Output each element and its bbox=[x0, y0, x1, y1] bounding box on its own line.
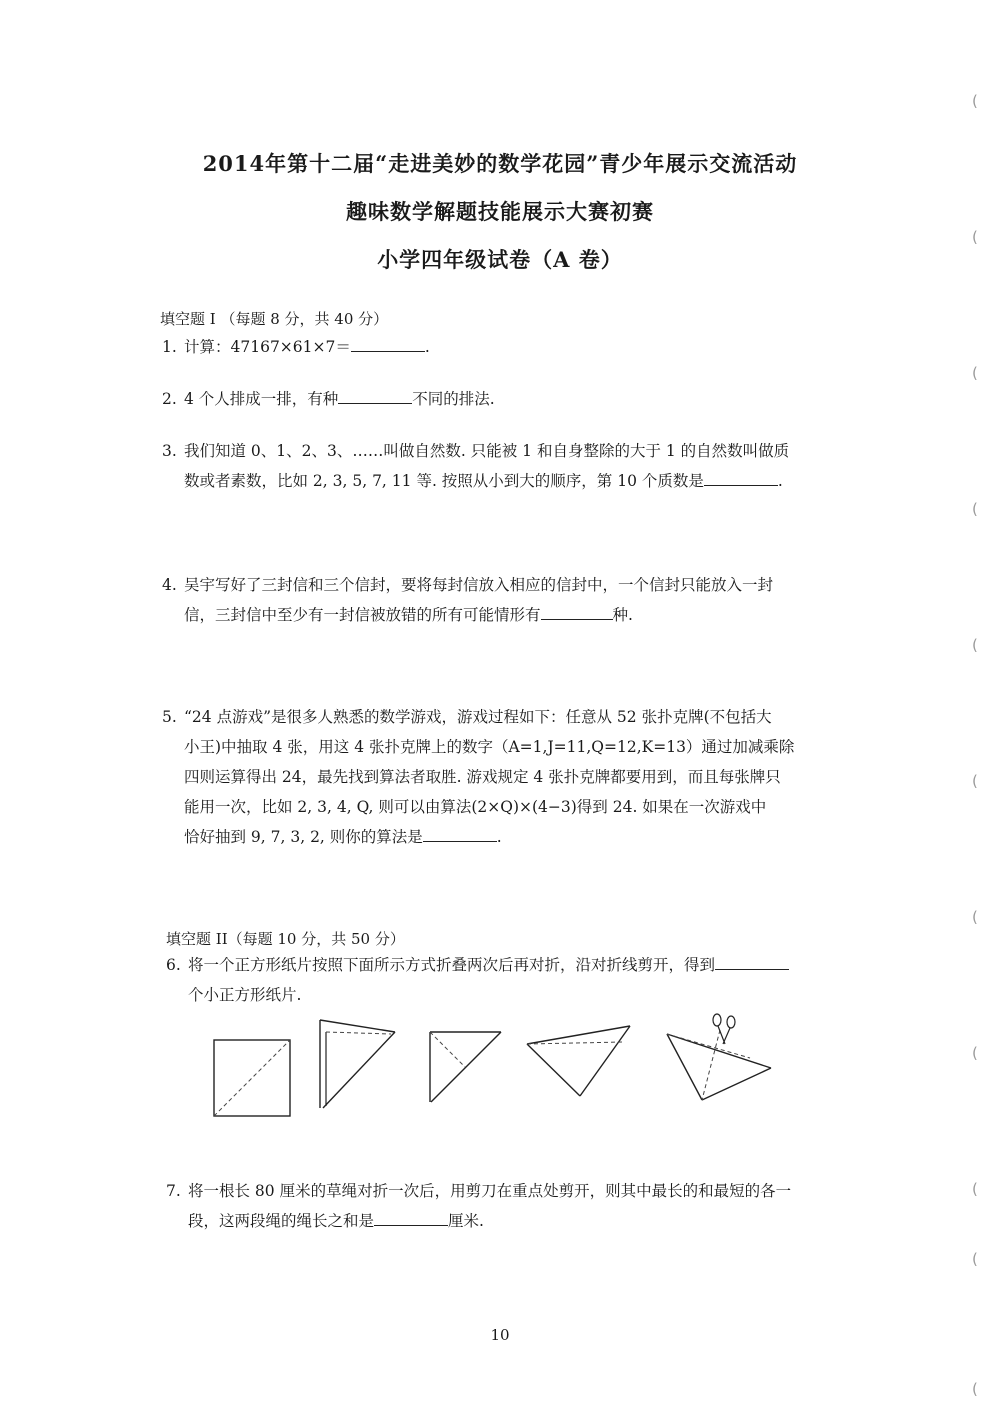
binder-mark: ( bbox=[972, 92, 978, 110]
exam-title-line2: 趣味数学解题技能展示大赛初赛 bbox=[346, 199, 654, 224]
question-number: 7. bbox=[166, 1182, 181, 1200]
question-number: 2. bbox=[162, 390, 177, 408]
section1-heading: 填空题 I （每题 8 分，共 40 分） bbox=[160, 310, 389, 328]
binder-mark: ( bbox=[972, 772, 978, 790]
question-line: 吴宇写好了三封信和三个信封，要将每封信放入相应的信封中，一个信封只能放入一封 bbox=[184, 576, 774, 594]
question-line: 将一个正方形纸片按照下面所示方式折叠两次后再对折，沿对折线剪开，得到 bbox=[188, 956, 716, 974]
question-6 bbox=[166, 950, 789, 1010]
question-line: 小王)中抽取 4 张，用这 4 张扑克牌上的数字（A=1,J=11,Q=12,K=13）通过加减乘除 bbox=[184, 738, 795, 756]
question-line: 能用一次，比如 2, 3, 4, Q, 则可以由算法(2×Q)×(4−3)得到 24. 如果在一次游戏中 bbox=[184, 798, 767, 816]
fold-step-1-square bbox=[214, 1040, 290, 1116]
answer-blank[interactable] bbox=[374, 1207, 448, 1226]
question-text-end: 不同的排法. bbox=[412, 390, 495, 408]
question-text-end: 厘米. bbox=[448, 1212, 484, 1230]
question-5 bbox=[162, 702, 794, 852]
question-4 bbox=[162, 570, 773, 630]
page-number: 10 bbox=[490, 1326, 510, 1344]
question-2 bbox=[162, 384, 495, 414]
question-line: “24 点游戏”是很多人熟悉的数学游戏，游戏过程如下：任意从 52 张扑克牌(不包括大 bbox=[184, 708, 772, 726]
binder-mark: ( bbox=[972, 228, 978, 246]
fold-step-5-cut bbox=[667, 1030, 771, 1100]
question-7 bbox=[166, 1176, 791, 1236]
paper-folding-diagrams bbox=[205, 1012, 785, 1122]
exam-title-line1: 2014年第十二届“走进美妙的数学花园”青少年展示交流活动 bbox=[202, 151, 798, 176]
question-number: 6. bbox=[166, 956, 181, 974]
question-line: 段，这两段绳的绳长之和是 bbox=[188, 1212, 375, 1230]
fold-step-2-triangle bbox=[320, 1020, 395, 1108]
question-line: 四则运算得出 24，最先找到算法者取胜. 游戏规定 4 张扑克牌都要用到，而且每张牌只 bbox=[184, 768, 781, 786]
answer-blank[interactable] bbox=[351, 333, 425, 352]
question-number: 4. bbox=[162, 576, 177, 594]
binder-mark: ( bbox=[972, 636, 978, 654]
question-line: 数或者素数，比如 2, 3, 5, 7, 11 等. 按照从小到大的顺序，第 10 个质数是 bbox=[184, 472, 704, 490]
binder-mark: ( bbox=[972, 1250, 978, 1268]
section2-heading: 填空题 II（每题 10 分，共 50 分） bbox=[166, 930, 405, 948]
binder-mark: ( bbox=[972, 1180, 978, 1198]
question-line: 信，三封信中至少有一封信被放错的所有可能情形有 bbox=[184, 606, 541, 624]
scissors-icon bbox=[713, 1014, 735, 1044]
answer-blank[interactable] bbox=[704, 467, 778, 486]
question-number: 3. bbox=[162, 442, 177, 460]
exam-title-line3: 小学四年级试卷（A 卷） bbox=[377, 247, 623, 272]
answer-blank[interactable] bbox=[338, 385, 412, 404]
question-text-end: . bbox=[777, 472, 783, 490]
answer-blank[interactable] bbox=[423, 823, 497, 842]
question-1 bbox=[162, 332, 430, 362]
question-text: 4 个人排成一排，有种 bbox=[184, 390, 339, 408]
fold-step-3-triangle bbox=[430, 1032, 501, 1102]
answer-blank[interactable] bbox=[541, 601, 613, 620]
binder-mark: ( bbox=[972, 500, 978, 518]
answer-blank[interactable] bbox=[715, 951, 789, 970]
question-text-end: . bbox=[424, 338, 430, 356]
binder-mark: ( bbox=[972, 1380, 978, 1398]
question-3 bbox=[162, 436, 789, 496]
question-line: 恰好抽到 9, 7, 3, 2, 则你的算法是 bbox=[184, 828, 423, 846]
question-text: 计算：47167×61×7＝ bbox=[184, 338, 351, 356]
binder-mark: ( bbox=[972, 1044, 978, 1062]
binder-mark: ( bbox=[972, 908, 978, 926]
fold-step-4-triangle bbox=[527, 1026, 630, 1096]
binder-mark: ( bbox=[972, 364, 978, 382]
question-text-end: 种. bbox=[612, 606, 633, 624]
question-text-end: . bbox=[496, 828, 502, 846]
question-line: 将一根长 80 厘米的草绳对折一次后，用剪刀在重点处剪开，则其中最长的和最短的各一 bbox=[188, 1182, 792, 1200]
question-number: 1. bbox=[162, 338, 177, 356]
question-number: 5. bbox=[162, 708, 177, 726]
question-line: 我们知道 0、1、2、3、……叫做自然数. 只能被 1 和自身整除的大于 1 的自然数叫做质 bbox=[184, 442, 790, 460]
question-line: 个小正方形纸片. bbox=[188, 986, 302, 1004]
